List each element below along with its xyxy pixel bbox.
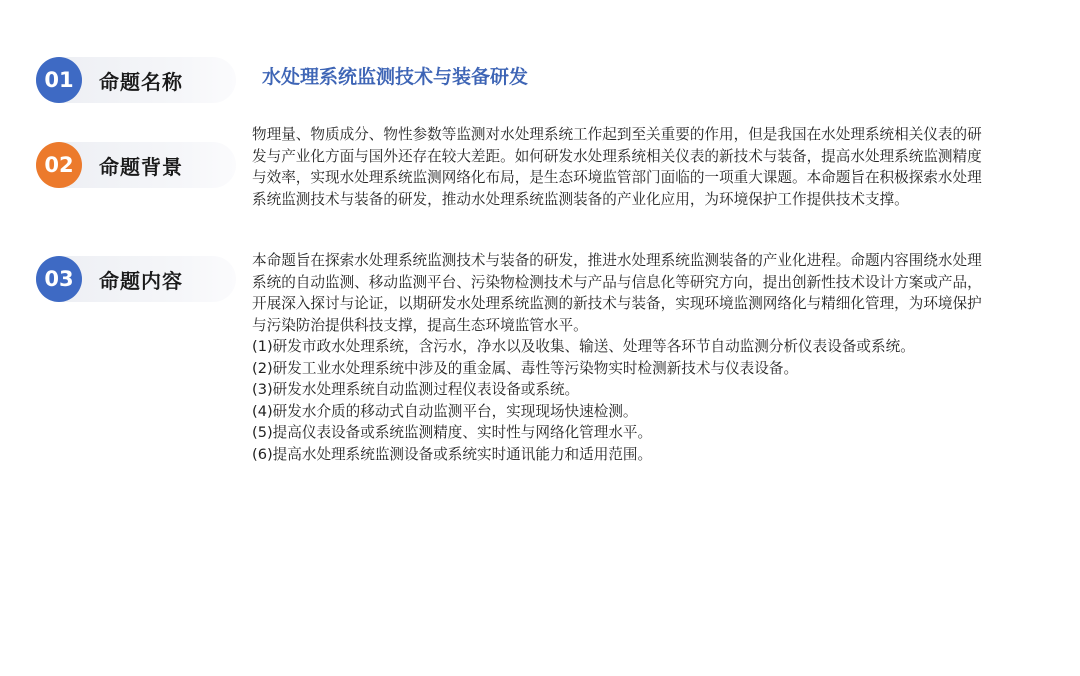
- proposition-title: 水处理系统监测技术与装备研发: [262, 66, 529, 88]
- section-number-badge: 02: [36, 142, 82, 188]
- list-item: (1)研发市政水处理系统，含污水，净水以及收集、输送、处理等各环节自动监测分析仪表设备或系统。: [252, 338, 915, 355]
- background-text: 物理量、物质成分、物性参数等监测对水处理系统工作起到至关重要的作用，但是我国在水处理系统相关仪表的研发与产业化方面与国外还存在较大差距。如何研发水处理系统相关仪表的新技术与装备，提高水处理系统监测精度与效率，实现水处理系统监测网络化布局，是生态环境监管部门面临的一项重大课题。本命题旨在积极探索水处理系统监测技术与装备的研发，推动水处理系统监测装备的产业化应用，为环境保护工作提供技术支撑。: [252, 126, 982, 208]
- list-item: (5)提高仪表设备或系统监测精度、实时性与网络化管理水平。: [252, 424, 653, 441]
- section-label: 命题内容: [99, 268, 183, 293]
- section-pill-background: [36, 142, 236, 188]
- list-item: (4)研发水介质的移动式自动监测平台，实现现场快速检测。: [252, 402, 638, 420]
- list-item: (3)研发水处理系统自动监测过程仪表设备或系统。: [252, 381, 580, 398]
- section-pill-content: [36, 256, 236, 302]
- section-number-badge: 03: [36, 256, 82, 302]
- content-intro: 本命题旨在探索水处理系统监测技术与装备的研发，推进水处理系统监测装备的产业化进程。命题内容围绕水处理系统的自动监测、移动监测平台、污染物检测技术与产品与信息化等研究方向，提出创新性技术设计方案或产品，开展深入探讨与论证，以期研发水处理系统监测的新技术与装备，实现环境监测网络化与精细化管理，为环境保护与污染防治提供科技支撑，提高生态环境监管水平。: [252, 252, 982, 334]
- content-block: [252, 250, 994, 465]
- background-paragraph: [252, 124, 994, 210]
- section-pill-name: [36, 57, 236, 103]
- list-item: (2)研发工业水处理系统中涉及的重金属、毒性等污染物实时检测新技术与仪表设备。: [252, 359, 799, 377]
- list-item: (6)提高水处理系统监测设备或系统实时通讯能力和适用范围。: [252, 445, 653, 463]
- section-label: 命题名称: [99, 69, 183, 94]
- content-list: [252, 336, 994, 465]
- section-number-badge: 01: [36, 57, 82, 103]
- section-label: 命题背景: [99, 154, 183, 179]
